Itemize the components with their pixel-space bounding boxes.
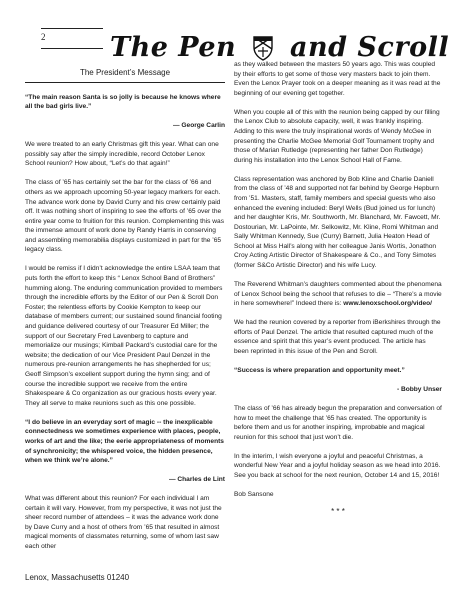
footer-address: Lenox, Massachusetts 01240: [25, 573, 130, 582]
signature: Bob Sansone: [234, 490, 274, 498]
paragraph: We had the reunion covered by a reporter from iBerkshires through the efforts of Paul Denzel. The article that resulted captured much of the essence and spirit that this year’s event produced. The article has been reprinted in this issue of the Pen and Scroll.: [234, 319, 441, 355]
paragraph: [234, 280, 442, 309]
paragraph: The class of ’66 has already begun the preparation and conversation of how to meet the challenge that ’65 has created. The opportunity is before them and us for another inspiring, improbable and magical reunion for this school that just won’t die.: [234, 404, 442, 441]
quote-carlin: “The main reason Santa is so jolly is because he knows where all the bad girls live.”: [25, 93, 221, 111]
paragraph: What was different about this reunion? For each individual I am certain it will vary. However, from my perspective, it was not just the sheer record number of attendees – it was the advance work done by Dave Curry and a host of others from ’65 that resulted in almost magical moments of classmates returning, some of whom last saw each other: [25, 495, 222, 551]
title-left: The Pen: [110, 31, 237, 63]
end-stars: * * *: [331, 506, 345, 516]
crest-icon: [252, 35, 274, 61]
video-link[interactable]: www.lenoxschool.org/video/: [343, 300, 433, 308]
quote-unser-attribution: - Bobby Unser: [396, 385, 442, 393]
paragraph: I would be remiss if I didn’t acknowledge the entire LSAA team that puts forth the effort to keep this “ Lenox School Band of Brothers” humming along. The enduring communication provided to members through the incredible efforts by the Editor of our Pen & Scroll Don Foster; the relentless efforts by Cookie Kempton to keep our database of members current; our sustained sound financial footing and guidance delivered courtesy of our Treasurer Ed Miller; the support of our Secretary Fred Lavenberg to capture and memorialize our musings; Kimball Packard’s custodial care for the website; the dedication of our Vice President Paul Denzel in the numerous pre-reunion arrangements he has shepherded for us; Geoff Simpson’s excellent support during the hymn sing; and of course the incredible support we receive from the entire Shakespeare & Co organization as our gracious hosts every year. They all serve to make reunions such as this one possible.: [25, 265, 223, 407]
quote-de-lint: “I do believe in an everyday sort of magic -- the inexplicable connectedness we sometimes experience with places, people, works of art and the like; the eerie appropriateness of moments of synchronicity; the whispered voice, the hidden presence, when we think we’re alone.”: [25, 418, 224, 465]
quote-unser: “Success is where preparation and opportunity meet.”: [234, 366, 405, 374]
section-title: The President’s Message: [25, 68, 225, 83]
left-column: [25, 64, 225, 561]
quote-de-lint-attribution: — Charles de Lint: [168, 476, 225, 484]
paragraph: When you couple all of this with the reunion being capped by our filling the Lenox Club to absolute capacity, well, it was frankly inspiring. Adding to this were the truly inspirational words of Wendy McGee in presenting the Charlie McGee Memorial Golf Tournament trophy and those of Marian Rutledge (representing her father Don Rutledge) during his installation into the Lenox School Hall of Fame.: [234, 108, 440, 164]
masthead: [14, 14, 450, 66]
title-right: and Scroll: [290, 31, 450, 63]
paragraph-text: The Reverend Whitman’s daughters commented about the phenomena of Lenox School being the school that refuses to die – “There’s a movie in here somewhere!” Indeed there is:: [234, 281, 442, 308]
masthead-rule-top: [41, 28, 103, 29]
page-number: 2: [41, 32, 46, 42]
right-column: [234, 60, 442, 516]
paragraph: The class of ’65 has certainly set the bar for the class of ’66 and others as we approach upcoming 50-year legacy markers for each. The advance work done by David Curry and his crew certainly paid off. It was nothing short of inspiring to see the efforts of ’65 over the entire year come to fruition for this reunion. Complementing this was the immense amount of work done by Randy Harris in conserving and assembling memorabilia displays customized in part for the ’65 legacy class.: [25, 179, 225, 254]
paragraph: In the interim, I wish everyone a joyful and peaceful Christmas, a wonderful New Year and a joyful holiday season as we head into 2016. See you back at school for the next reunion, October 14 and 15, 2016!: [234, 452, 441, 479]
paragraph: as they walked between the masters 50 years ago. This was coupled by their efforts to get some of those very masters back to join them. Even the Lenox Prayer took on a deeper meaning as it was read at the beginning of our evening get together.: [234, 61, 441, 97]
paragraph: We were treated to an early Christmas gift this year. What can one possibly say after the simply incredible, record October Lenox School reunion? How about, “Let’s do that again!”: [25, 141, 219, 168]
paragraph: Class representation was anchored by Bob Kline and Charlie Daniell from the class of ’48 and supported not far behind by George Hepburn from ’51. Masters, staff, family members and special guests who also enhanced the evening included: Beryl Wells (Bud joined us for lunch) and her daughter Kris, Mr. Southworth, Mr. Blanchard, Mr. Fawcett, Mr. Dostourian, Mr. LaPointe, Mr. Selkowitz, Mr. Kline, Romi Whitman and Sally Whitman Kennedy, Sue (Curry) Barnett, Julia Heaton Head of School at Miss Hall’s along with her colleague Janis Wortis, Jonathon Croy Acting Artistic Director of Shakespeare & Co., and Tony Simotes (former S&Co Artistic Director) and his wife Lucy.: [234, 175, 441, 270]
quote-carlin-attribution: — George Carlin: [172, 122, 225, 130]
masthead-rule-bottom: [41, 48, 103, 49]
